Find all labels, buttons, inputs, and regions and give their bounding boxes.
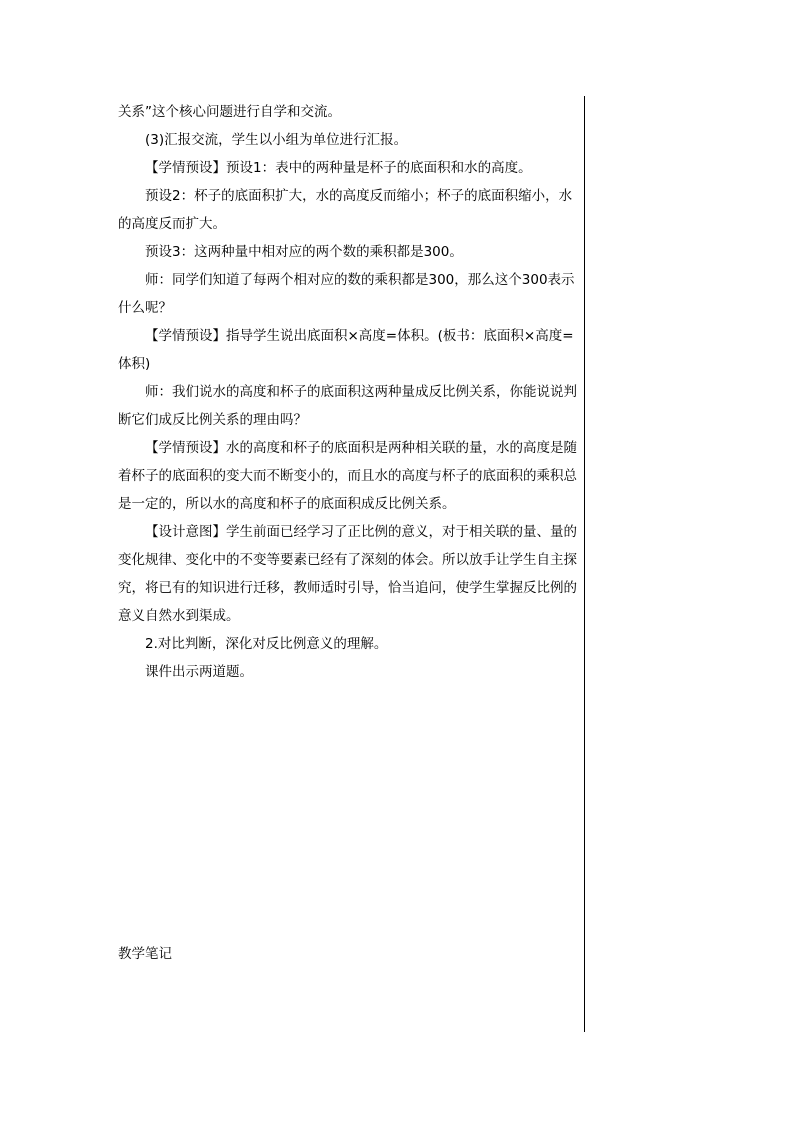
paragraph: 预设2：杯子的底面积扩大，水的高度反而缩小；杯子的底面积缩小，水的高度反而扩大。: [118, 188, 573, 232]
paragraph: 关系”这个核心问题进行自学和交流。: [118, 104, 341, 120]
paragraph: 预设3：这两种量中相对应的两个数的乘积都是300。: [145, 244, 463, 260]
paragraph: 【设计意图】学生前面已经学习了正比例的意义，对于相关联的量、量的变化规律、变化中的不变等要素已经有了深刻的体会。所以放手让学生自主探究，将已有的知识进行迁移，教师适时引导，恰当追问，使学生掌握反比例的意义自然水到渠成。: [118, 524, 577, 624]
lesson-body: [118, 98, 580, 686]
paragraph: 【学情预设】水的高度和杯子的底面积是两种相关联的量，水的高度是随着杯子的底面积的变大而不断变小的，而且水的高度与杯子的底面积的乘积总是一定的，所以水的高度和杯子的底面积成反比例关系。: [118, 440, 577, 512]
paragraph: 2.对比判断，深化对反比例意义的理解。: [145, 636, 388, 652]
paragraph: 师：同学们知道了每两个相对应的数的乘积都是300，那么这个300表示什么呢？: [118, 272, 575, 316]
paragraph: 【学情预设】指导学生说出底面积×高度=体积。(板书：底面积×高度=体积): [118, 328, 574, 372]
teaching-notes-title: 教学笔记: [118, 946, 172, 962]
paragraph: (3)汇报交流，学生以小组为单位进行汇报。: [145, 132, 408, 148]
margin-divider-line: [584, 96, 585, 1032]
paragraph: 课件出示两道题。: [145, 664, 253, 680]
paragraph: 【学情预设】预设1：表中的两种量是杯子的底面积和水的高度。: [145, 160, 532, 176]
paragraph: 师：我们说水的高度和杯子的底面积这两种量成反比例关系，你能说说判断它们成反比例关系的理由吗？: [118, 384, 577, 428]
